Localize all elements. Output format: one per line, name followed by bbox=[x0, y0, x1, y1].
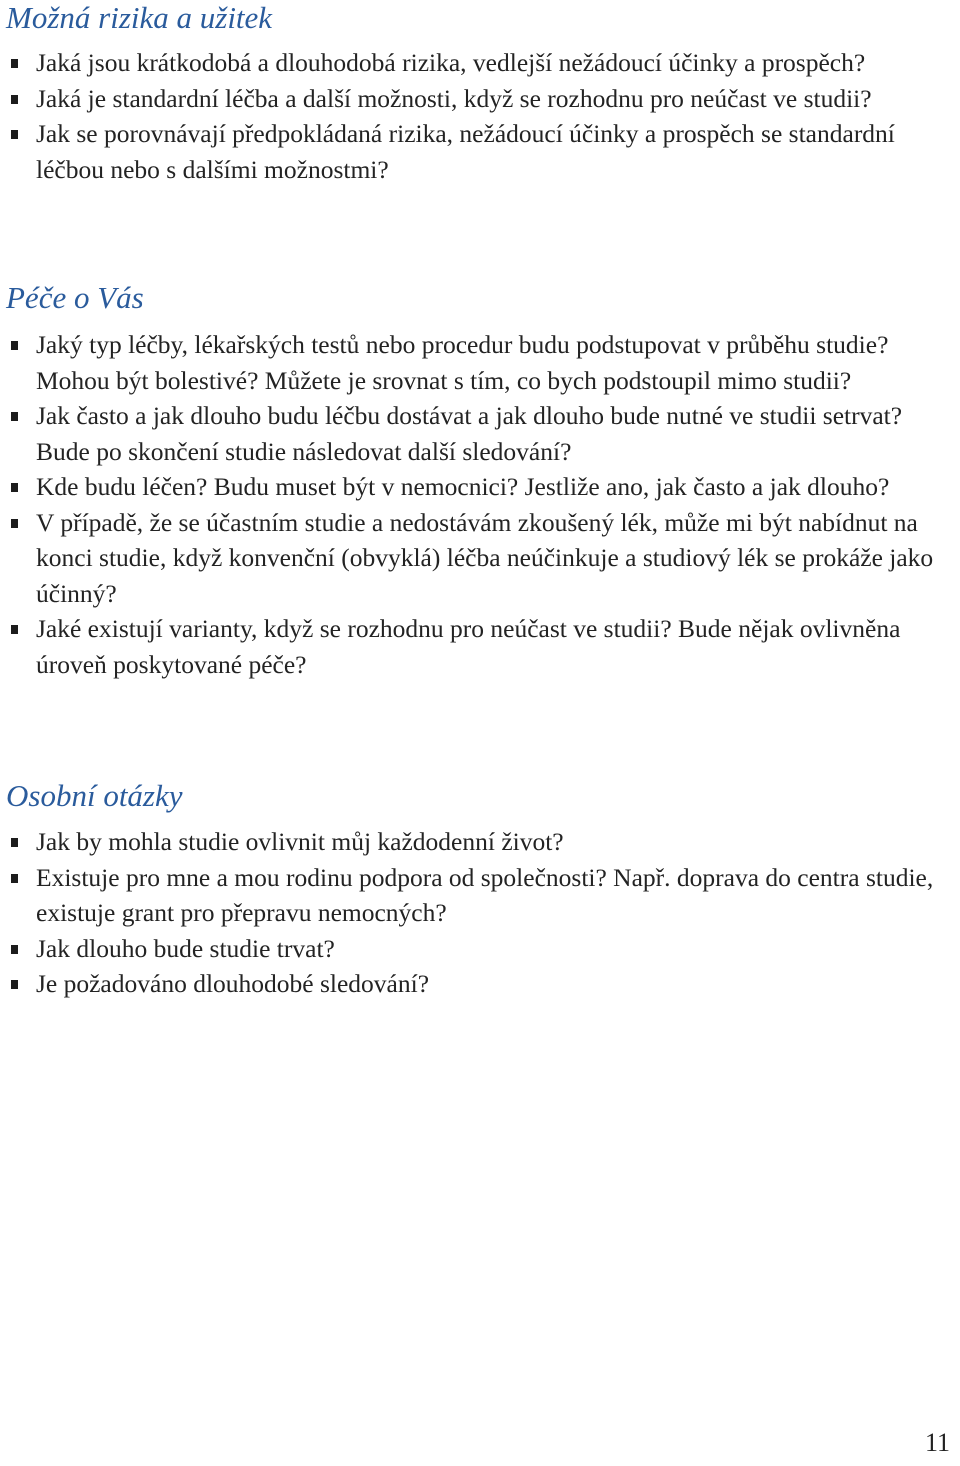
list-item: Jaká je standardní léčba a další možnosti, když se rozhodnu pro neúčast ve studii? bbox=[0, 81, 960, 117]
list-item: Jak dlouho bude studie trvat? bbox=[0, 931, 960, 967]
square-bullet-icon bbox=[11, 341, 18, 350]
square-bullet-icon bbox=[11, 412, 18, 421]
square-bullet-icon bbox=[11, 130, 18, 139]
list-item: Jaké existují varianty, když se rozhodnu pro neúčast ve studii? Bude nějak ovlivněna úroveň poskytované péče? bbox=[0, 611, 960, 682]
list-item: Jaká jsou krátkodobá a dlouhodobá rizika, vedlejší nežádoucí účinky a prospěch? bbox=[0, 45, 960, 81]
list-item: Je požadováno dlouhodobé sledování? bbox=[0, 966, 960, 1002]
page-number: 11 bbox=[924, 1428, 950, 1457]
list-care bbox=[0, 327, 960, 682]
section-title-personal: Osobní otázky bbox=[6, 778, 183, 813]
square-bullet-icon bbox=[11, 838, 18, 847]
square-bullet-icon bbox=[11, 483, 18, 492]
square-bullet-icon bbox=[11, 519, 18, 528]
list-item: Kde budu léčen? Budu muset být v nemocnici? Jestliže ano, jak často a jak dlouho? bbox=[0, 469, 960, 505]
square-bullet-icon bbox=[11, 625, 18, 634]
square-bullet-icon bbox=[11, 945, 18, 954]
square-bullet-icon bbox=[11, 59, 18, 68]
section-title-risks-benefits: Možná rizika a užitek bbox=[6, 0, 273, 35]
section-title-care: Péče o Vás bbox=[6, 280, 144, 315]
list-item: Jaký typ léčby, lékařských testů nebo procedur budu podstupovat v průběhu studie? Mohou být bolestivé? Můžete je srovnat s tím, co bych podstoupil mimo studii? bbox=[0, 327, 960, 398]
list-personal bbox=[0, 824, 960, 1002]
square-bullet-icon bbox=[11, 874, 18, 883]
list-item: Existuje pro mne a mou rodinu podpora od společnosti? Např. doprava do centra studie, existuje grant pro přepravu nemocných? bbox=[0, 860, 960, 931]
square-bullet-icon bbox=[11, 95, 18, 104]
list-item: Jak by mohla studie ovlivnit můj každodenní život? bbox=[0, 824, 960, 860]
list-item: V případě, že se účastním studie a nedostávám zkoušený lék, může mi být nabídnut na konci studie, když konvenční (obvyklá) léčba neúčinkuje a studiový lék se prokáže jako účinný? bbox=[0, 505, 960, 612]
list-item: Jak se porovnávají předpokládaná rizika, nežádoucí účinky a prospěch se standardní léčbou nebo s dalšími možnostmi? bbox=[0, 116, 960, 187]
list-item: Jak často a jak dlouho budu léčbu dostávat a jak dlouho bude nutné ve studii setrvat? Bude po skončení studie následovat další sledování? bbox=[0, 398, 960, 469]
square-bullet-icon bbox=[11, 980, 18, 989]
list-risks-benefits bbox=[0, 45, 960, 187]
